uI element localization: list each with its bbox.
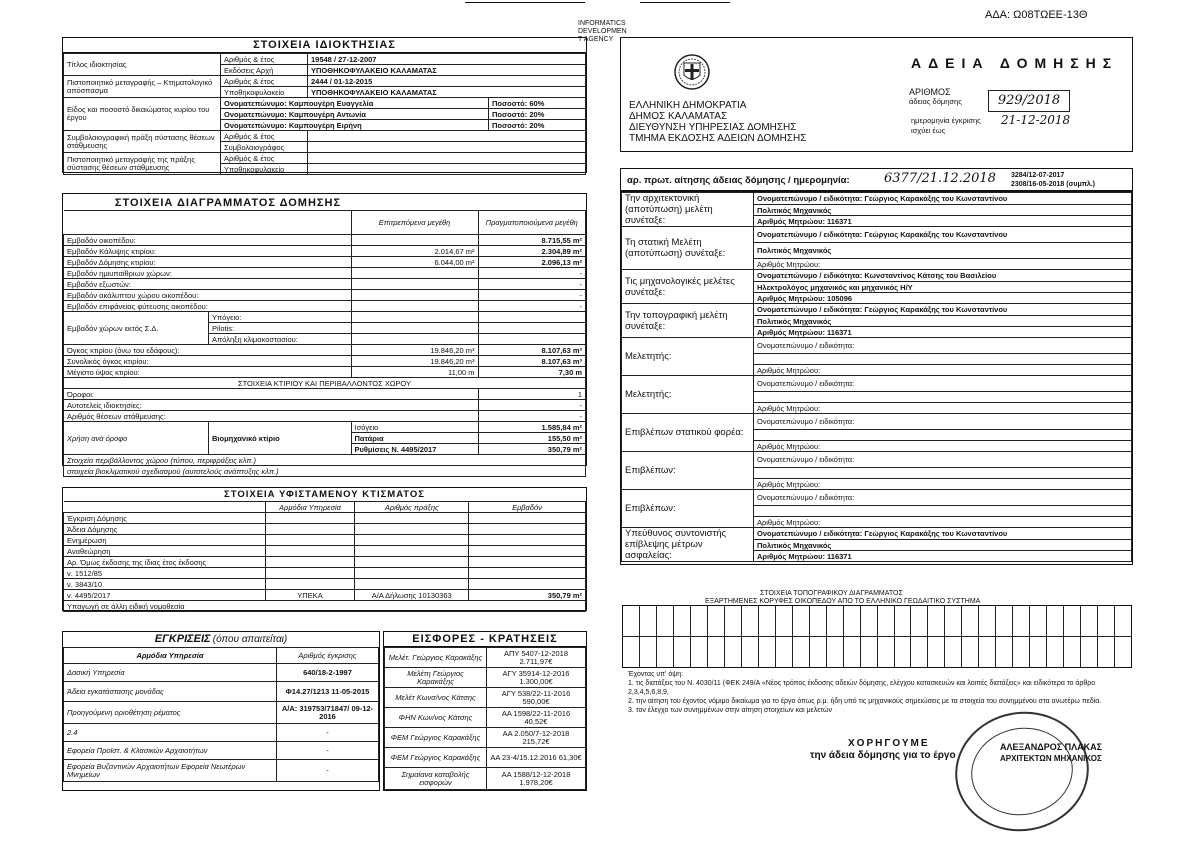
- topo-divider: [878, 636, 894, 637]
- topo-column: [725, 606, 742, 667]
- table-row: Αριθμός Μητρώου:: [622, 403, 1132, 414]
- table-row: Συνολικός όγκος κτιρίου: 19.846,20 m³ 8.107,63 m³: [64, 356, 586, 367]
- table-row: ΦΕΜ Γεώργιος Καρακάξης ΑΑ 2.050/7-12-2018 215,72€: [385, 728, 586, 748]
- table-row: Την αρχιτεκτονική (αποτύπωση) μελέτη συνέταξε: Ονοματεπώνυμο / ειδικότητα: Γεώργιος Καρακάξης του Κωνσταντίνου: [622, 193, 1132, 205]
- table-row: ΣΤΟΙΧΕΙΑ ΚΤΙΡΙΟΥ ΚΑΙ ΠΕΡΙΒΑΛΛΟΝΤΟΣ ΧΩΡΟΥ: [64, 378, 586, 389]
- application-label: αρ. πρωτ. αίτησης άδειας δόμησης / ημερομηνία:: [627, 175, 850, 186]
- signatory-title: ΑΡΧΙΤΕΚΤΩΝ ΜΗΧΑΝΙΚΟΣ: [1000, 754, 1102, 763]
- studies-section: [620, 191, 1133, 565]
- topo-divider: [1030, 636, 1046, 637]
- topo-divider: [1098, 636, 1114, 637]
- topo-divider: [996, 636, 1012, 637]
- top-line: [465, 2, 585, 3]
- topo-divider: [1115, 636, 1131, 637]
- topo-column: [708, 606, 725, 667]
- issuing-authority: ΕΛΛΗΝΙΚΗ ΔΗΜΟΚΡΑΤΙΑ ΔΗΜΟΣ ΚΑΛΑΜΑΤΑΣ ΔΙΕΥΘΥΝΣΗ ΥΠΗΡΕΣΙΑΣ ΔΟΜΗΣΗΣ ΤΜΗΜΑ ΕΚΔΟΣΗΣ ΑΔΕΙΩΝ ΔΟΜΗΣΗΣ: [629, 100, 807, 144]
- greek-emblem-icon: [673, 53, 711, 91]
- permit-title: ΑΔΕΙΑ ΔΟΜΗΣΗΣ: [911, 55, 1119, 71]
- table-row: Άδεια Δόμησης: [64, 524, 586, 535]
- application-row: [620, 168, 1133, 191]
- grant-heading: ΧΟΡΗΓΟΥΜΕ: [848, 738, 930, 749]
- table-row: Ονοματεπώνυμο: Καμπουγέρη Αντωνία Ποσοστό: 20%: [64, 109, 586, 120]
- table-row: Αριθμός Μητρώου:: [622, 479, 1132, 490]
- topo-column: [996, 606, 1013, 667]
- signatory-name: ΑΛΕΞΑΝΔΡΟΣ ΠΛΑΚΑΣ: [1000, 742, 1103, 752]
- diagram-section: [62, 193, 587, 476]
- table-row: στοιχεία βιοκλιματικού σχεδιασμού (αυτοτελούς ανάπτυξης κλπ.): [64, 466, 586, 477]
- table-row: Αριθμός Μητρώου:: [622, 517, 1132, 528]
- table-row: ν. 1512/85: [64, 568, 586, 579]
- table-row: Προηγούμενη οριοθέτηση ρέματος Α/Α: 319753/71847/ 09-12-2016: [64, 702, 379, 724]
- diagram-title: ΣΤΟΙΧΕΙΑ ΔΙΑΓΡΑΜΜΑΤΟΣ ΔΟΜΗΣΗΣ: [114, 197, 342, 209]
- topo-column: [878, 606, 895, 667]
- table-row: Αριθμός Μητρώου: 116371: [622, 216, 1132, 227]
- topo-column: [911, 606, 928, 667]
- table-row: Ηλεκτρολόγος μηχανικός και μηχανικός Η/Υ: [622, 282, 1132, 293]
- existing-section: [62, 487, 587, 611]
- table-row: Μελέτ. Γεώργιος Καρακάξης ΑΠΥ 5407-12-2018 2.711,97€: [385, 648, 586, 668]
- topo-divider: [776, 636, 792, 637]
- table-row: Εμβαδόν ημιυπαίθριων χώρων: -: [64, 268, 586, 279]
- approvals-table: [63, 647, 379, 782]
- topo-column: [810, 606, 827, 667]
- topo-column: [623, 606, 640, 667]
- agency-label: INFORMATICS DEVELOPMEN T AGENCY: [578, 20, 627, 43]
- topo-column: [691, 606, 708, 667]
- approvals-title: ΕΓΚΡΙΣΕΙΣ: [154, 633, 211, 645]
- table-row: Πολιτικός Μηχανικός: [622, 243, 1132, 259]
- table-row: Πολιτικός Μηχανικός: [622, 205, 1132, 216]
- application-refs: 3284/12-07-2017 2308/16-05-2018 (συμπλ.): [1011, 172, 1096, 188]
- table-row: Συμβολαιογράφος: [64, 142, 586, 153]
- table-row: Τη στατική Μελέτη (αποτύπωση) συνέταξε: Ονοματεπώνυμο / ειδικότητα: Γεώργιος Καρακάξης του Κωνσταντίνου: [622, 227, 1132, 243]
- table-row: Μελετητής: Ονοματεπώνυμο / ειδικότητα:: [622, 338, 1132, 354]
- table-row: Επιβλέπων: Ονοματεπώνυμο / ειδικότητα:: [622, 490, 1132, 506]
- topo-divider: [844, 636, 860, 637]
- topo-column: [861, 606, 878, 667]
- topo-divider: [945, 636, 961, 637]
- table-row: 2.4 -: [64, 724, 379, 742]
- table-row: Εμβαδόν Δόμησης κτιρίου: 6.044,00 m² 2.096,13 m²: [64, 257, 586, 268]
- table-row: Αριθμός Μητρώου: 116371: [622, 327, 1132, 338]
- topo-column: [895, 606, 912, 667]
- table-row: Σημαίανα καταβολής εισφορών ΑΑ 1588/12-12-2018 1.978,20€: [385, 768, 586, 790]
- table-row: Αρ. Όμως έκδοσης της ίδιας έτος έκδοσης: [64, 557, 586, 568]
- table-row: Τις μηχανολογικές μελέτες συνέταξε: Ονοματεπώνυμο / ειδικότητα: Κωνσταντίνος Κάτσης του Βασιλείου: [622, 270, 1132, 282]
- topo-divider: [928, 636, 944, 637]
- topo-column: [928, 606, 945, 667]
- grant-sub: την άδεια δόμησης για το έργο: [810, 750, 956, 761]
- topo-column: [1115, 606, 1131, 667]
- topo-divider: [623, 636, 639, 637]
- topo-column: [1030, 606, 1047, 667]
- topo-divider: [962, 636, 978, 637]
- table-row: Πολιτικός Μηχανικός: [622, 540, 1132, 551]
- table-row: Μελέτ Κωνσ/νος Κάτσης ΑΓΥ 538/22-11-2016 590,00€: [385, 688, 586, 708]
- topo-divider: [725, 636, 741, 637]
- existing-table: [63, 501, 586, 612]
- topo-divider: [708, 636, 724, 637]
- topo-column: [827, 606, 844, 667]
- topo-column: [979, 606, 996, 667]
- table-row: Αρμόδια Υπηρεσία Αριθμός πράξης Εμβαδόν: [64, 502, 586, 513]
- table-row: Πιστοποιητικό μεταγραφής της πράξης σύστασης θέσεων στάθμευσης Αριθμός & έτος: [64, 153, 586, 164]
- permit-number-value: 929/2018: [988, 90, 1070, 112]
- application-value: 6377/21.12.2018: [884, 171, 996, 186]
- table-row: Αριθμός Μητρώου: 105096: [622, 293, 1132, 304]
- topo-divider: [793, 636, 809, 637]
- topo-column: [742, 606, 759, 667]
- topo-divider: [827, 636, 843, 637]
- table-row: Αριθμός Μητρώου:: [622, 259, 1132, 270]
- table-row: Ονοματεπώνυμο: Καμπουγέρη Ειρήνη Ποσοστό: 20%: [64, 120, 586, 131]
- table-row: ν. 3843/10: [64, 579, 586, 590]
- table-row: ΦΕΜ Γεώργιος Καρακάξης ΑΑ 23-4/15.12.2016 61,30€: [385, 748, 586, 768]
- topo-column: [776, 606, 793, 667]
- table-row: Επιβλέπων στατικού φορέα: Ονοματεπώνυμο / ειδικότητα:: [622, 414, 1132, 430]
- table-row: Εμβαδόν οικοπέδου: 8.715,55 m²: [64, 235, 586, 246]
- approval-date-value: 21-12-2018: [1001, 113, 1071, 127]
- table-row: Δασική Υπηρεσία 640/18-2-1997: [64, 664, 379, 682]
- topo-divider: [1013, 636, 1029, 637]
- topo-column: [1064, 606, 1081, 667]
- table-row: Πολιτικός Μηχανικός: [622, 316, 1132, 327]
- table-row: Πατάρια 155,50 m²: [64, 433, 586, 444]
- topo-divider: [979, 636, 995, 637]
- table-row: Την τοπογραφική μελέτη συνέταξε: Ονοματεπώνυμο / ειδικότητα: Γεώργιος Καρακάξης του Κωνσταντίνου: [622, 304, 1132, 316]
- studies-table: [621, 192, 1132, 562]
- topo-divider: [640, 636, 656, 637]
- table-row: ΦΗΝ Κων/νος Κάτσης ΑΑ 1598/22-11-2016 40,52€: [385, 708, 586, 728]
- table-row: Συμβολαιογραφική πράξη σύστασης θέσεων στάθμευσης Αριθμός & έτος: [64, 131, 586, 142]
- table-row: Στοιχεία περιβάλλοντος χώρου (τύπου, περιφράξεις κλπ.): [64, 455, 586, 466]
- topo-column: [1081, 606, 1098, 667]
- table-row: Ενημέρωση: [64, 535, 586, 546]
- topo-divider: [1081, 636, 1097, 637]
- approval-date-label: ημερομηνία έγκρισης ισχύει έως: [911, 116, 981, 135]
- topo-column: [1047, 606, 1064, 667]
- topo-subtitle: ΕΞΑΡΤΗΜΕΝΕΣ ΚΟΡΥΦΕΣ ΟΙΚΟΠΕΔΟΥ ΑΠΟ ΤΟ ΕΛΛΗΝΙΚΟ ΓΕΩΔΑΙΤΙΚΟ ΣΥΣΤΗΜΑ: [705, 598, 981, 605]
- topo-column: [1098, 606, 1115, 667]
- topo-column: [657, 606, 674, 667]
- topo-divider: [657, 636, 673, 637]
- table-row: Αριθμός θέσεων στάθμευσης: -: [64, 411, 586, 422]
- table-row: Εφορεία Βυζαντινών Αρχαιοτήτων Εφορεία Νεωτέρων Μνημείων -: [64, 760, 379, 782]
- table-row: Εμβαδόν εξωστών: -: [64, 279, 586, 290]
- topo-column: [1013, 606, 1030, 667]
- table-row: Υποθηκοφυλακείο ΥΠΟΘΗΚΟΦΥΛΑΚΕΙΟ ΚΑΛΑΜΑΤΑΣ: [64, 87, 586, 98]
- table-row: Υπεύθυνος συντονιστής επίβλεψης μέτρων ασφαλείας: Ονοματεπώνυμο / ειδικότητα: Γεώργιος Καρακάξης του Κωνσταντίνου: [622, 528, 1132, 540]
- topo-column: [962, 606, 979, 667]
- table-row: Αριθμός Μητρώου:: [622, 365, 1132, 376]
- topo-divider: [861, 636, 877, 637]
- topo-grid: [622, 605, 1132, 668]
- table-row: Επιτρεπόμενα μεγέθη Πραγματοποιούμενα μεγέθη: [64, 211, 586, 235]
- table-row: Pilotis:: [64, 323, 586, 334]
- table-row: Απόληξη κλιμακοστασίου:: [64, 334, 586, 345]
- topo-divider: [742, 636, 758, 637]
- table-row: Αυτοτελείς ιδιοκτησίες: -: [64, 400, 586, 411]
- topo-column: [793, 606, 810, 667]
- contributions-table: [384, 647, 586, 790]
- table-row: Υποθηκοφυλακείο: [64, 164, 586, 175]
- permit-header: [620, 37, 1133, 152]
- table-row: Εμβαδόν Κάλυψης κτιρίου: 2.014,67 m² 2.304,89 m²: [64, 246, 586, 257]
- permit-number-label: ΑΡΙΘΜΟΣ άδειας δόμησης: [909, 87, 962, 106]
- table-row: Εφορεία Προϊστ. & Κλασικών Αρχαιοτήτων -: [64, 742, 379, 760]
- table-row: Πιστοποιητικό μεταγραφής – Κτηματολογικό απόσπασμα Αριθμός & έτος 2444 / 01-12-2015: [64, 76, 586, 87]
- table-row: ν. 4495/2017 ΥΠΕΚΑ Α/Α Δήλωσης 10130363 350,79 m²: [64, 590, 586, 601]
- table-row: Όροφοι: 1: [64, 389, 586, 400]
- topo-title: ΣΤΟΙΧΕΙΑ ΤΟΠΟΓΡΑΦΙΚΟΥ ΔΙΑΓΡΑΜΜΑΤΟΣ: [760, 590, 903, 597]
- topo-divider: [810, 636, 826, 637]
- table-row: Είδος και ποσοστό δικαιώματος κυρίου του έργου Ονοματεπώνυμο: Καμπουγέρη Ευαγγελία Ποσοστό: 60%: [64, 98, 586, 109]
- table-row: Επιβλέπων: Ονοματεπώνυμο / ειδικότητα:: [622, 452, 1132, 468]
- topo-column: [674, 606, 691, 667]
- ownership-section: [62, 37, 587, 173]
- table-row: Εμβαδόν ακάλυπτου χώρου οικοπέδου: -: [64, 290, 586, 301]
- topo-divider: [911, 636, 927, 637]
- table-row: Χρήση ανά όροφο Βιομηχανικό κτίριο Ισόγειο 1.585,84 m²: [64, 422, 586, 433]
- official-stamp: [946, 701, 1099, 841]
- topo-divider: [1047, 636, 1063, 637]
- topo-divider: [1064, 636, 1080, 637]
- table-row: Αριθμός Μητρώου: 116371: [622, 551, 1132, 562]
- topo-divider: [895, 636, 911, 637]
- approvals-section: [62, 631, 380, 791]
- table-row: Υπαγωγή σε άλλη ειδική νομοθεσία: [64, 601, 586, 612]
- table-row: Ρυθμίσεις Ν. 4495/2017 350,79 m²: [64, 444, 586, 455]
- approvals-note: (όπου απαιτείται): [212, 634, 288, 645]
- table-row: Μέγιστο ύψος κτιρίου: 11,00 m 7,30 m: [64, 367, 586, 378]
- table-row: Αναθεώρηση: [64, 546, 586, 557]
- ada-code: ΑΔΑ: Ω08ΤΩΕΕ-13Θ: [985, 9, 1088, 21]
- topo-divider: [691, 636, 707, 637]
- table-row: Άδεια εγκατάστασης μονάδας Φ14.27/1213 11-05-2015: [64, 682, 379, 702]
- topo-column: [759, 606, 776, 667]
- contributions-title: ΕΙΣΦΟΡΕΣ - ΚΡΑΤΗΣΕΙΣ: [384, 632, 586, 647]
- table-row: Μελετητής: Ονοματεπώνυμο / ειδικότητα:: [622, 376, 1132, 392]
- topo-divider: [759, 636, 775, 637]
- table-row: Μελέτη Γεώργιος Καρακάξης ΑΓΥ 35914-12-2016 1.300,00€: [385, 668, 586, 688]
- footer-text: Έχοντας υπ' όψη: 1. τις διατάξεις του Ν. 4030/11 (ΦΕΚ 249/Α «Νέος τρόπος έκδοσης αδειών δόμησης, ελέγχου κατασκευών και λοιπές διατάξεις» και ειδικότερα το άρθρο 2,3,4,5,6,8,9, 2. την αίτηση του έχοντος νόμιμο δικαίωμα για το έργο όπως ρ.μ. ήδη υπό τις μηχανικούς σημειώσεις με τα στοιχεία του συνημμένου στα ανωτέρω πεδία. 3. τον έλεγχο των συνημμένων στην αίτηση στοιχείων και μελετών: [628, 671, 1102, 714]
- table-row: Αριθμός Μητρώου:: [622, 441, 1132, 452]
- topo-column: [640, 606, 657, 667]
- ownership-table: [63, 53, 586, 175]
- table-row: Εμβαδόν επιφάνειας φύτευσης οικοπέδου: -: [64, 301, 586, 312]
- existing-title: ΣΤΟΙΧΕΙΑ ΥΦΙΣΤΑΜΕΝΟΥ ΚΤΙΣΜΑΤΟΣ: [224, 489, 425, 500]
- topo-column: [844, 606, 861, 667]
- ownership-title: ΣΤΟΙΧΕΙΑ ΙΔΙΟΚΤΗΣΙΑΣ: [63, 38, 586, 53]
- table-row: Αρμόδια Υπηρεσία Αριθμός έγκρισης: [64, 648, 379, 664]
- table-row: Τίτλος ιδιοκτησίας Αριθμός & έτος 19548 / 27-12-2007: [64, 54, 586, 65]
- topo-divider: [674, 636, 690, 637]
- table-row: Όγκος κτιρίου (όνω του εδάφους): 19.846,20 m³ 8.107,63 m³: [64, 345, 586, 356]
- topo-column: [945, 606, 962, 667]
- table-row: Εμβαδόν χώρων εκτός Σ.Δ. Υπόγειο:: [64, 312, 586, 323]
- contributions-section: [383, 631, 587, 791]
- table-row: Εκδόσεις Αρχή ΥΠΟΘΗΚΟΦΥΛΑΚΕΙΟ ΚΑΛΑΜΑΤΑΣ: [64, 65, 586, 76]
- diagram-table: [63, 210, 586, 477]
- table-row: Έγκριση Δόμησης: [64, 513, 586, 524]
